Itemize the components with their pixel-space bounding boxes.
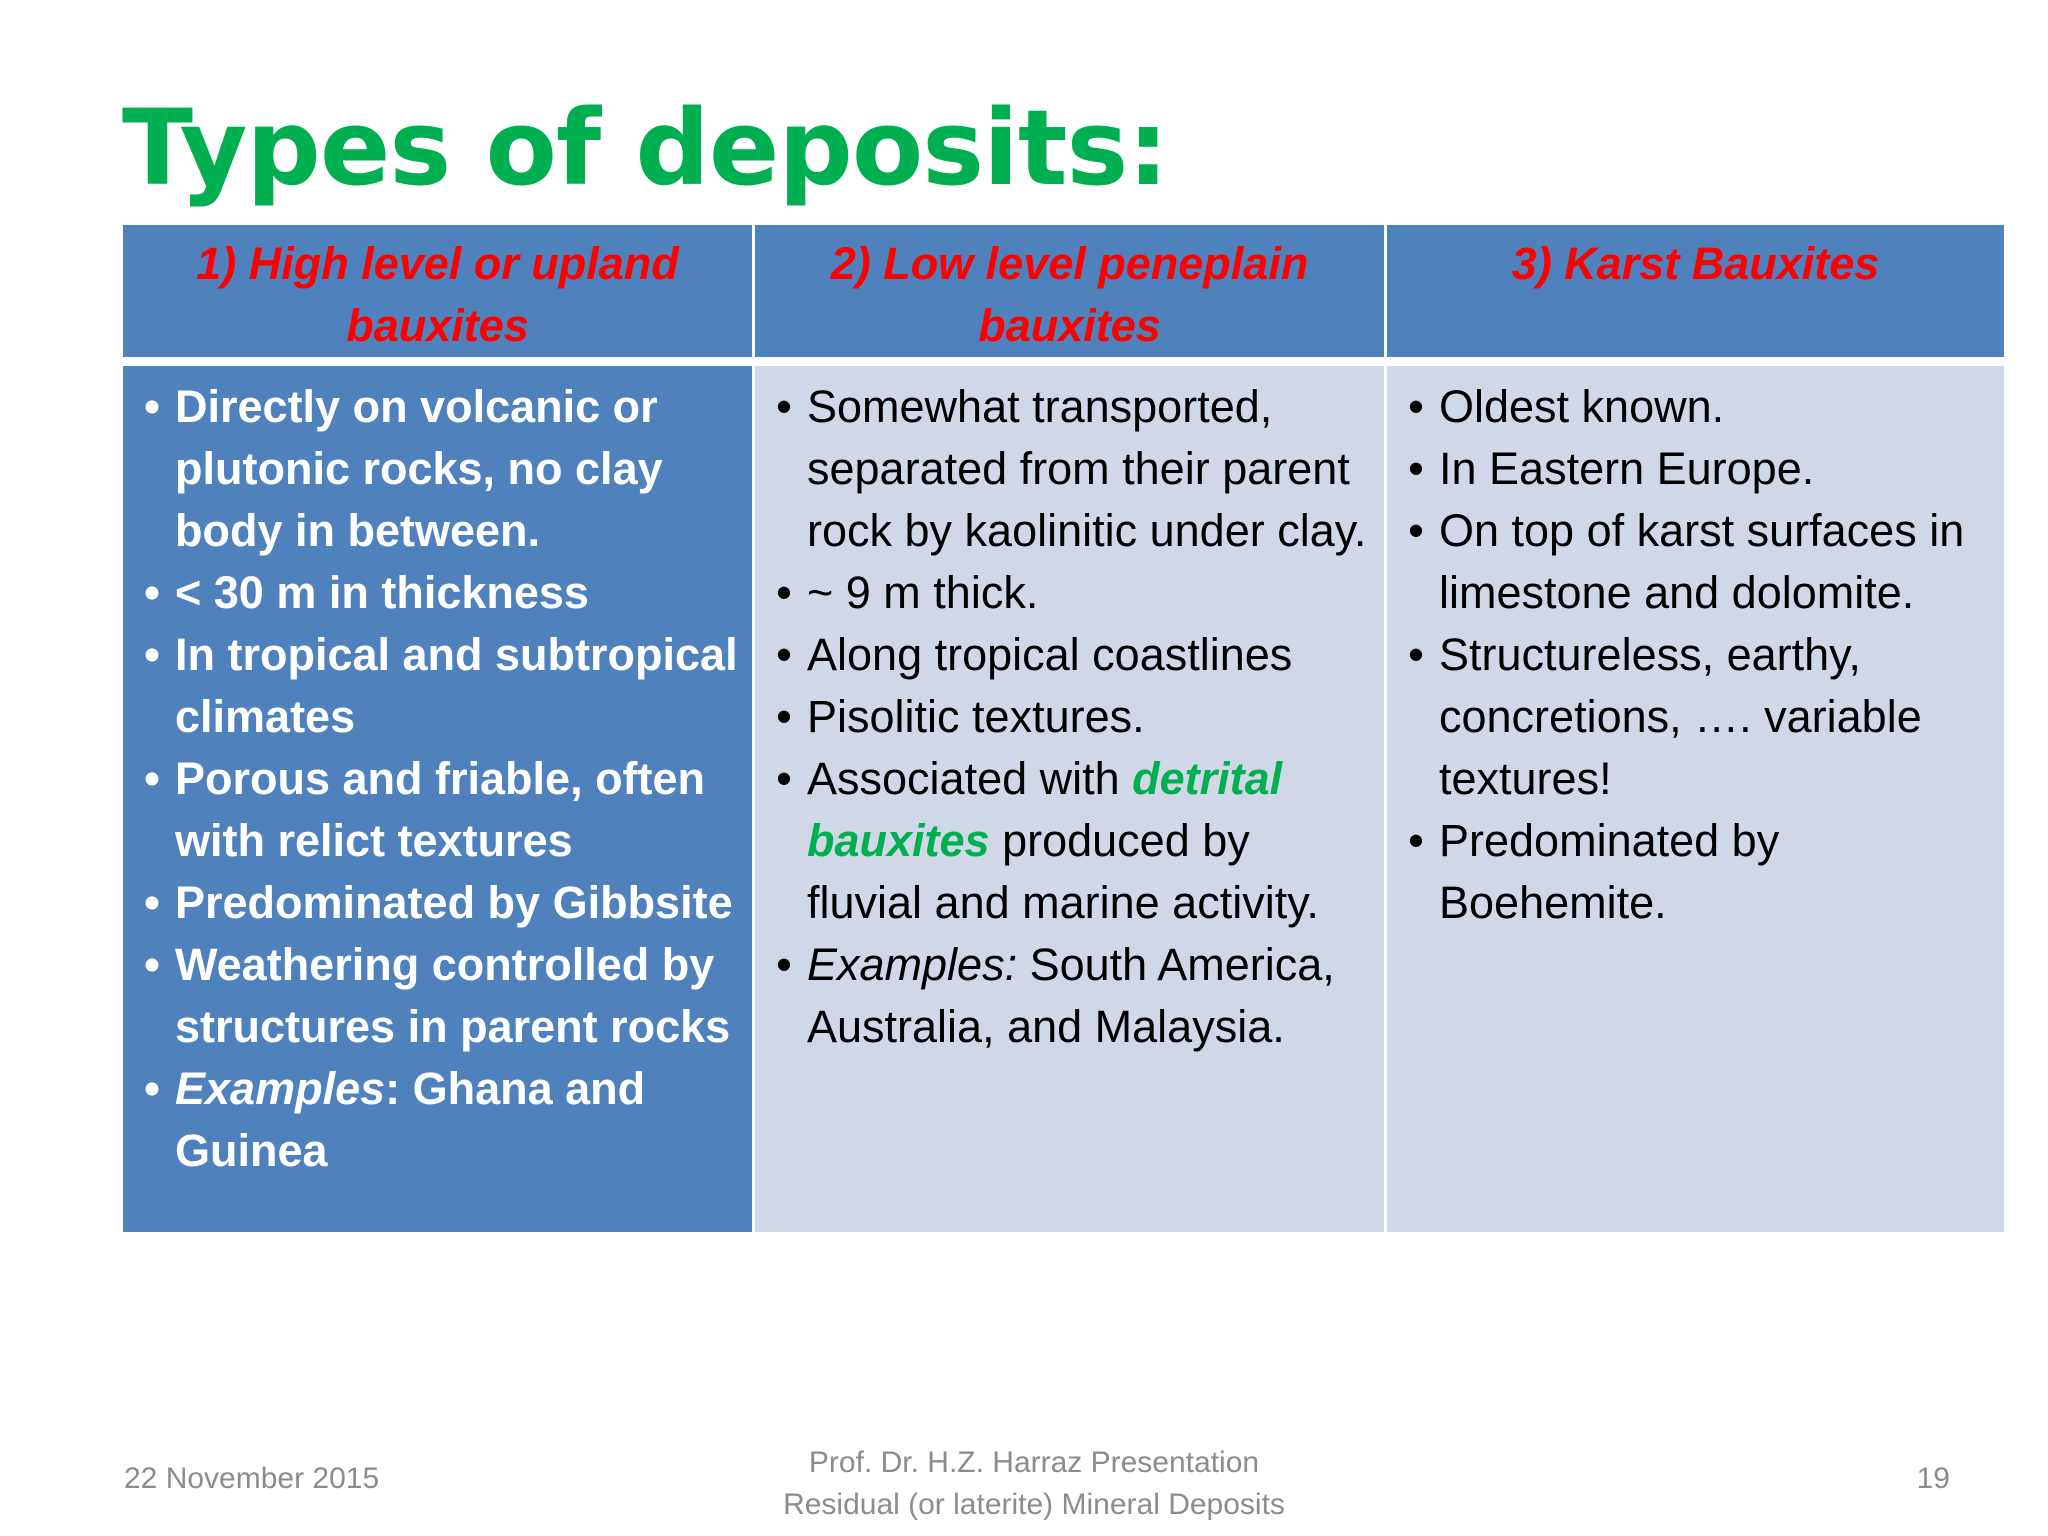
bullet-icon: • — [776, 691, 792, 742]
bullet-icon: • — [776, 567, 792, 618]
list-item — [1401, 500, 1992, 624]
examples-label: Examples — [175, 1063, 386, 1114]
bullet-icon: • — [144, 567, 160, 618]
bullet-text: South America, Australia, and Malaysia. — [807, 939, 1335, 1052]
list-item — [769, 376, 1372, 562]
list-item — [1401, 438, 1992, 500]
list-item — [1401, 810, 1992, 934]
bullet-icon: • — [1408, 629, 1424, 680]
upland-bauxites-cell — [122, 362, 754, 1234]
bullet-icon: • — [776, 939, 792, 990]
bullet-text: Weathering controlled by structures in parent rocks — [175, 939, 731, 1052]
header-upland-bauxites: 1) High level or upland bauxites — [122, 224, 754, 362]
bullet-icon: • — [1408, 815, 1424, 866]
bullet-text: Predominated by Boehemite. — [1439, 815, 1780, 928]
list-item — [137, 562, 740, 624]
bullet-text: Along tropical coastlines — [807, 629, 1293, 680]
bullet-icon: • — [776, 629, 792, 680]
examples-label: Examples: — [807, 939, 1018, 990]
bullet-text: Predominated by Gibbsite — [175, 877, 733, 928]
header-peneplain-bauxites: 2) Low level peneplain bauxites — [754, 224, 1386, 362]
list-item — [137, 748, 740, 872]
bullet-text: Oldest known. — [1439, 381, 1725, 432]
list-item — [137, 934, 740, 1058]
karst-bullet-list — [1401, 376, 1992, 934]
bullet-text: Somewhat transported, separated from their parent rock by kaolinitic under clay. — [807, 381, 1367, 556]
bullet-text: Associated with — [807, 753, 1133, 804]
peneplain-bullet-list — [769, 376, 1372, 1058]
bullet-text: Pisolitic textures. — [807, 691, 1145, 742]
table-header-row — [122, 224, 2006, 362]
bullet-text: < 30 m in thickness — [175, 567, 589, 618]
bullet-text: produced by fluvial and marine activity. — [807, 815, 1319, 928]
list-item — [1401, 624, 1992, 810]
footer-author-line: Prof. Dr. H.Z. Harraz Presentation — [808, 1446, 1260, 1479]
list-item — [769, 624, 1372, 686]
bullet-text: Structureless, earthy, concretions, …. variable textures! — [1439, 629, 1922, 804]
footer-presentation-info — [724, 1442, 1344, 1526]
bullet-text: On top of karst surfaces in limestone and dolomite. — [1439, 505, 1965, 618]
bullet-text: In tropical and subtropical climates — [175, 629, 738, 742]
bullet-icon: • — [1408, 381, 1424, 432]
highlighted-term: detrital bauxites — [807, 753, 1283, 866]
page-number: 19 — [1916, 1462, 1950, 1495]
list-item — [137, 624, 740, 748]
list-item — [1401, 376, 1992, 438]
bullet-text: Porous and friable, often with relict textures — [175, 753, 706, 866]
list-item — [137, 872, 740, 934]
bullet-text: : Ghana and Guinea — [175, 1063, 646, 1176]
deposits-table — [120, 222, 2007, 1235]
bullet-icon: • — [1408, 443, 1424, 494]
upland-bullet-list — [137, 376, 740, 1182]
footer-topic-line: Residual (or laterite) Mineral Deposits — [783, 1488, 1285, 1521]
list-item — [137, 376, 740, 562]
bullet-icon: • — [144, 753, 160, 804]
bullet-icon: • — [1408, 505, 1424, 556]
bullet-icon: • — [144, 877, 160, 928]
bullet-icon: • — [144, 1063, 160, 1114]
footer-date: 22 November 2015 — [124, 1462, 380, 1495]
header-karst-bauxites: 3) Karst Bauxites — [1386, 224, 2006, 362]
peneplain-bauxites-cell — [754, 362, 1386, 1234]
slide-title: Types of deposits: — [122, 87, 1169, 209]
karst-bauxites-cell — [1386, 362, 2006, 1234]
bullet-text: Directly on volcanic or plutonic rocks, no clay body in between. — [175, 381, 663, 556]
bullet-text: In Eastern Europe. — [1439, 443, 1815, 494]
list-item — [769, 934, 1372, 1058]
bullet-icon: • — [144, 629, 160, 680]
bullet-icon: • — [776, 381, 792, 432]
list-item — [769, 562, 1372, 624]
bullet-icon: • — [144, 381, 160, 432]
bullet-icon: • — [776, 753, 792, 804]
list-item — [769, 686, 1372, 748]
bullet-text: ~ 9 m thick. — [807, 567, 1039, 618]
bullet-icon: • — [144, 939, 160, 990]
list-item — [769, 748, 1372, 934]
list-item — [137, 1058, 740, 1182]
table-body-row — [122, 362, 2006, 1234]
